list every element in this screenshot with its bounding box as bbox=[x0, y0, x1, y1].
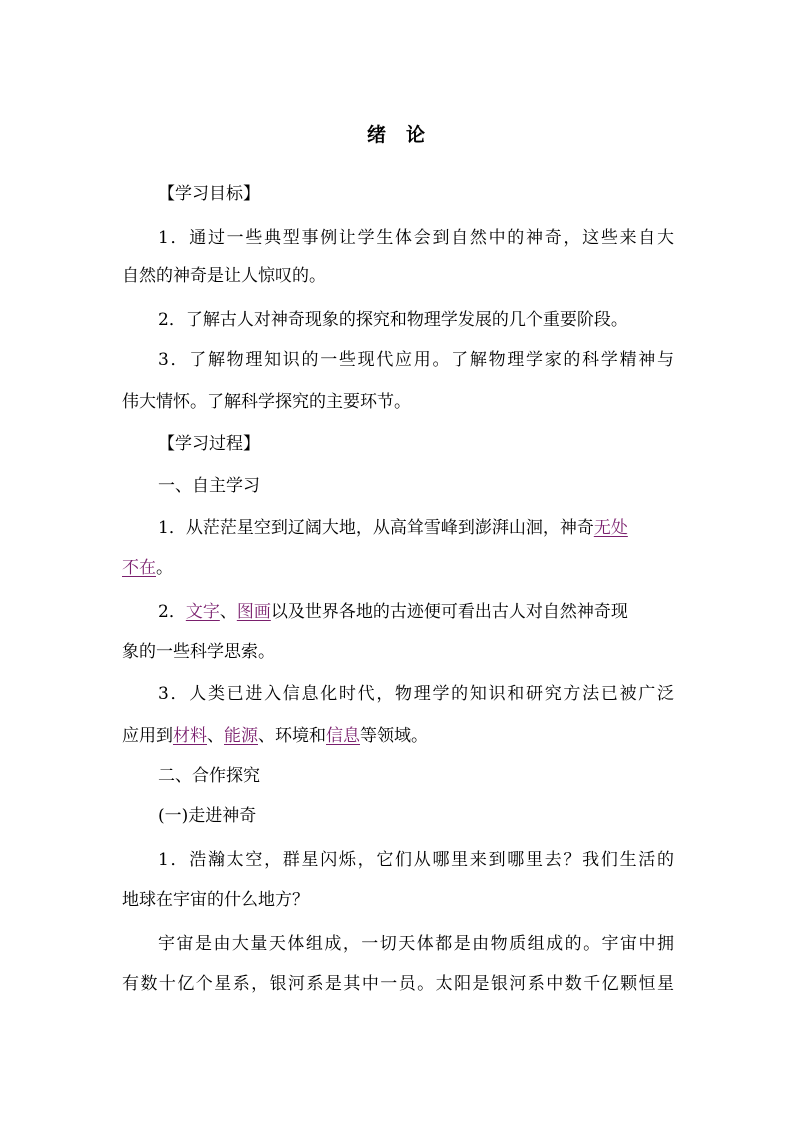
self-study-item-3-line-1: 3．人类已进入信息化时代，物理学的知识和研究方法已被广泛 bbox=[158, 684, 674, 704]
item-text: 、 bbox=[207, 726, 224, 746]
fill-in-answer: 文字 bbox=[185, 602, 220, 622]
item-text: 2． bbox=[158, 602, 186, 622]
title-char-2: 论 bbox=[406, 124, 428, 146]
subheading-into-wonders: (一)走进神奇 bbox=[158, 806, 257, 826]
section-heading-objectives: 【学习目标】 bbox=[158, 184, 260, 204]
inquiry-question-1-line-1: 1．浩瀚太空，群星闪烁，它们从哪里来到哪里去？我们生活的 bbox=[158, 850, 674, 870]
self-study-item-2-line-1 bbox=[158, 598, 628, 626]
fill-in-answer: 不在 bbox=[122, 558, 156, 578]
subheading-self-study: 一、自主学习 bbox=[158, 476, 260, 496]
fill-in-answer: 图画 bbox=[236, 602, 271, 622]
section-heading-process: 【学习过程】 bbox=[158, 434, 260, 454]
fill-in-answer: 信息 bbox=[326, 726, 360, 746]
item-text: 以及世界各地的古迹便可看出古人对自然神奇现 bbox=[270, 602, 628, 622]
self-study-item-1-line-2 bbox=[122, 554, 173, 582]
item-text: 、 bbox=[219, 602, 237, 622]
answer-paragraph-line-2: 有数十亿个星系，银河系是其中一员。太阳是银河系中数千亿颗恒星 bbox=[122, 974, 674, 994]
item-text: 等领域。 bbox=[360, 726, 428, 746]
self-study-item-1-line-1 bbox=[158, 514, 628, 542]
item-text: 应用到 bbox=[122, 726, 173, 746]
fill-in-answer: 材料 bbox=[173, 726, 207, 746]
item-text: 、环境和 bbox=[258, 726, 326, 746]
objective-2: 2．了解古人对神奇现象的探究和物理学发展的几个重要阶段。 bbox=[158, 310, 628, 330]
title-char-1: 绪 bbox=[366, 124, 388, 146]
item-text: 。 bbox=[156, 558, 173, 578]
objective-1-line-1: 1．通过一些典型事例让学生体会到自然中的神奇，这些来自大 bbox=[158, 228, 674, 248]
fill-in-answer: 无处 bbox=[593, 518, 628, 538]
self-study-item-3-line-2 bbox=[122, 722, 428, 750]
objective-3-line-1: 3．了解物理知识的一些现代应用。了解物理学家的科学精神与 bbox=[158, 350, 674, 370]
objective-1-line-2: 自然的神奇是让人惊叹的。 bbox=[122, 266, 326, 286]
subheading-cooperative-inquiry: 二、合作探究 bbox=[158, 766, 260, 786]
page-title bbox=[0, 120, 794, 147]
objective-3-line-2: 伟大情怀。了解科学探究的主要环节。 bbox=[122, 392, 411, 412]
answer-paragraph-line-1: 宇宙是由大量天体组成，一切天体都是由物质组成的。宇宙中拥 bbox=[158, 934, 674, 954]
inquiry-question-1-line-2: 地球在宇宙的什么地方？ bbox=[122, 890, 309, 910]
item-text: 1．从茫茫星空到辽阔大地，从高耸雪峰到澎湃山洄，神奇 bbox=[158, 518, 594, 538]
self-study-item-2-line-2: 象的一些科学思索。 bbox=[122, 642, 275, 662]
fill-in-answer: 能源 bbox=[224, 726, 258, 746]
